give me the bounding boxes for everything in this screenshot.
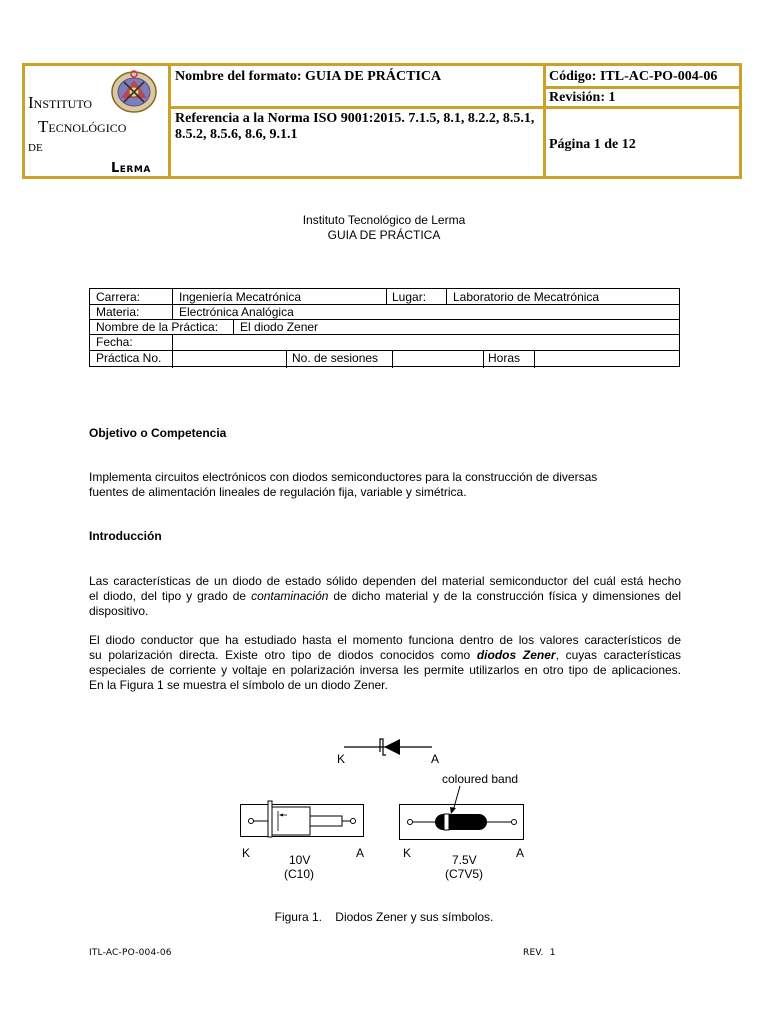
practica-name-value: El diodo Zener — [240, 320, 319, 334]
page-number: Página 1 de 12 — [549, 137, 636, 152]
intro-paragraph-2 — [89, 633, 681, 693]
header-divider — [168, 66, 171, 176]
coloured-band-label: coloured band — [442, 772, 519, 786]
zener-glass-package-diagram — [240, 799, 364, 839]
sessions-label: No. de sesiones — [292, 351, 379, 365]
practica-number-label: Práctica No. — [96, 351, 162, 365]
format-name: Nombre del formato: GUIA DE PRÁCTICA — [175, 69, 442, 84]
institute-name-line: de — [28, 139, 43, 155]
hours-label: Horas — [488, 351, 521, 365]
left-voltage-label: 10V — [289, 853, 311, 867]
paragraph-line: Las características de un diodo de estado sólido dependen del material semiconductor del cuál está hecho — [89, 574, 681, 588]
title-guide: GUIA DE PRÁCTICA — [327, 228, 441, 242]
paragraph-line: En la Figura 1 se muestra el símbolo de un diodo Zener. — [89, 678, 388, 692]
materia-label: Materia: — [96, 305, 140, 319]
carrera-value: Ingeniería Mecatrónica — [179, 290, 302, 304]
figure-caption — [0, 910, 768, 924]
footer-document-code: ITL-AC-PO-004-06 — [89, 948, 172, 958]
header-divider — [543, 66, 546, 176]
objective-heading: Objetivo o Competencia — [89, 426, 227, 440]
document-header — [22, 63, 742, 179]
text-run: , cuyas características — [555, 648, 681, 662]
figure-caption-text: Figura 1. Diodos Zener y sus símbolos. — [274, 910, 494, 924]
text-run: su polarización directa. Existe otro tipo de diodos conocidos como — [89, 648, 471, 662]
table-rule — [446, 289, 447, 304]
zener-symbol-diagram — [340, 734, 440, 760]
institute-name-line: Instituto — [28, 93, 93, 112]
materia-value: Electrónica Analógica — [179, 305, 294, 319]
institute-logo — [109, 68, 159, 116]
right-voltage-label: 7.5V — [452, 853, 477, 867]
table-rule — [286, 350, 287, 368]
paragraph-line: especiales de corriente y voltaje en polarización inversa les permite utilizarlos en otro tipo de aplicaciones. — [89, 663, 681, 677]
text-run: de dicho material y de la construcción física y dimensiones del — [333, 589, 681, 603]
lugar-label: Lugar: — [392, 290, 427, 304]
symbol-cathode-label: K — [337, 752, 346, 766]
table-rule — [172, 289, 173, 319]
table-rule — [172, 350, 173, 368]
institute-name-line: Tecnológico — [38, 117, 127, 136]
emphasis-text: contaminación — [251, 589, 329, 603]
introduction-heading: Introducción — [89, 529, 162, 543]
institute-name-line: Lerma — [111, 161, 151, 176]
table-rule — [534, 350, 535, 368]
fecha-label: Fecha: — [96, 335, 133, 349]
paragraph-line — [89, 648, 681, 663]
paragraph-line — [89, 589, 681, 604]
carrera-label: Carrera: — [96, 290, 141, 304]
text-run: el diodo, del tipo y grado de — [89, 589, 247, 603]
emphasis-text: diodos Zener — [476, 648, 556, 662]
title-institute: Instituto Tecnológico de Lerma — [302, 213, 466, 227]
practice-info-table — [89, 288, 680, 367]
table-rule — [386, 289, 387, 304]
right-code-label: (C7V5) — [445, 867, 484, 881]
footer-revision: REV. 1 — [523, 948, 556, 958]
left-cathode-label: K — [242, 846, 251, 860]
table-rule — [172, 334, 173, 350]
objective-paragraph — [89, 470, 681, 500]
norm-reference-line1: Referencia a la Norma ISO 9001:2015. 7.1.5, 8.1, 8.2.2, 8.5.1, — [175, 111, 535, 126]
symbol-anode-label: A — [431, 752, 440, 766]
lugar-value: Laboratorio de Mecatrónica — [453, 290, 600, 304]
paragraph-line: Implementa circuitos electrónicos con diodos semiconductores para la construcción de diversas — [89, 470, 598, 484]
norm-reference-line2: 8.5.2, 8.5.6, 8.6, 9.1.1 — [175, 127, 298, 142]
table-rule — [90, 334, 679, 335]
table-rule — [90, 350, 679, 351]
revision: Revisión: 1 — [549, 90, 616, 105]
header-divider — [168, 106, 739, 109]
table-rule — [233, 319, 234, 334]
right-cathode-label: K — [403, 846, 412, 860]
paragraph-line: El diodo conductor que ha estudiado hasta el momento funciona dentro de los valores característicos de — [89, 633, 681, 647]
document-code: Código: ITL-AC-PO-004-06 — [549, 69, 718, 84]
header-divider — [543, 86, 739, 89]
intro-paragraph-1 — [89, 574, 681, 619]
paragraph-line: fuentes de alimentación lineales de regulación fija, variable y simétrica. — [89, 485, 467, 499]
table-rule — [483, 350, 484, 368]
left-anode-label: A — [356, 846, 365, 860]
paragraph-line: dispositivo. — [89, 604, 149, 618]
practica-name-label: Nombre de la Práctica: — [96, 320, 219, 334]
right-anode-label: A — [516, 846, 525, 860]
left-code-label: (C10) — [284, 867, 315, 881]
zener-banded-package-diagram — [399, 804, 524, 840]
table-rule — [392, 350, 393, 368]
